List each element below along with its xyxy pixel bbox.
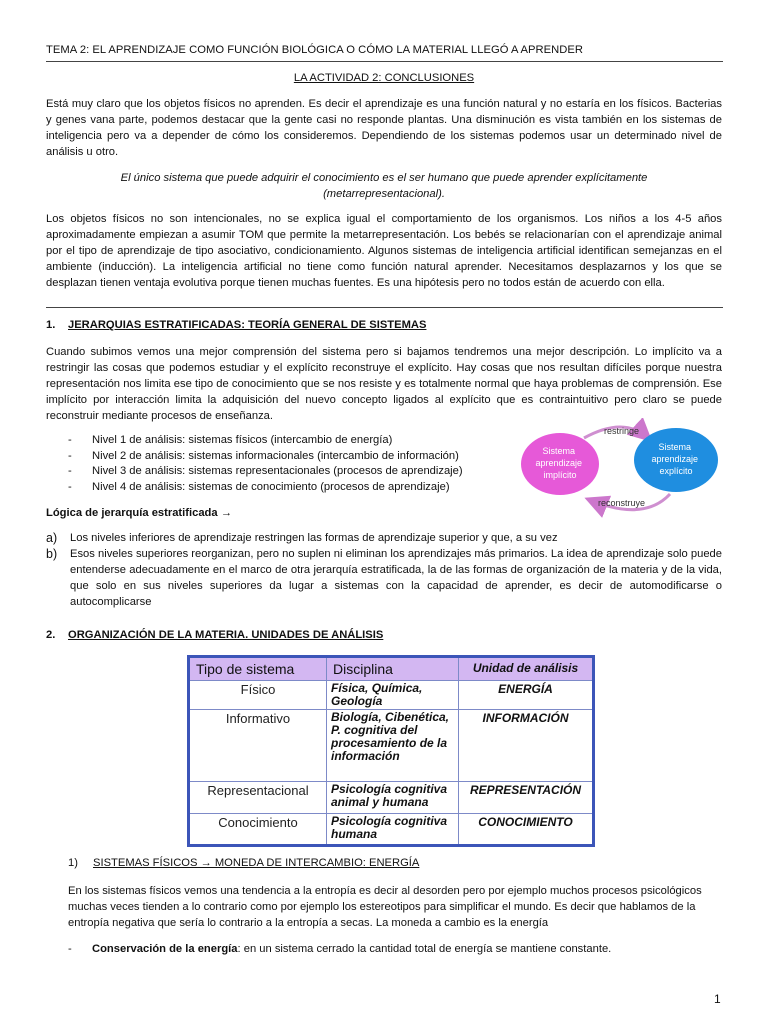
explicit-system-label: Sistema aprendizaje explícito (651, 442, 699, 476)
list-item: - Nivel 3 de análisis: sistemas representacionales (procesos de aprendizaje) (68, 465, 463, 478)
table-row: Informativo Biología, Cibenética, P. cognitiva del procesamiento de la información INFORMACIÓN (189, 710, 594, 782)
subsection-1-paragraph: En los sistemas físicos vemos una tendencia a la entropía es decir al desorden pero por ejemplo muchos procesos psicológicos muchas veces tienden a lo contrario como por ejemplo los estereotipos para simplificar el mundo. Es decir que hablamos de la entropía negativa que sería lo contrario a la entropía a secas. La moneda a cambio es la energía (68, 885, 702, 929)
table-row: Representacional Psicología cognitiva animal y humana REPRESENTACIÓN (189, 782, 594, 814)
section-1-paragraph: Cuando subimos vemos una mejor comprensión del sistema pero si bajamos tendremos una mejor descripción. Lo implícito va a restringir las cosas que podemos estudiar y el explícito reconstruye el explícito. Hay cosas que nos resultan difíciles porque nuestra representación nos limita ese tipo de conocimiento que se nos resiste y es totalmente normal que haya problemas de comprensión. Ese implícito por interacción limita la adquisición del nuevo concepto ligados al explícito que es contraintuitivo pero claro se puede reconstruir mediante procesos de enseñanza. (46, 346, 722, 422)
list-item: a) Los niveles inferiores de aprendizaje restringen las formas de aprendizaje superior y que, a su vez (46, 531, 558, 545)
reconstruye-label: reconstruye (598, 498, 646, 508)
list-item: - Nivel 2 de análisis: sistemas informacionales (intercambio de información) (68, 449, 459, 462)
table-header-cell: Disciplina (327, 657, 459, 681)
section-1-title: JERARQUIAS ESTRATIFICADAS: TEORÍA GENERAL DE SISTEMAS (68, 319, 427, 331)
header-rule (46, 61, 723, 62)
table-row: Conocimiento Psicología cognitiva humana CONOCIMIENTO (189, 814, 594, 846)
subsection-1-title: SISTEMAS FÍSICOS → MONEDA DE INTERCAMBIO: ENERGÍA (93, 857, 420, 869)
page-number: 1 (714, 992, 721, 1006)
logic-list (46, 530, 722, 610)
activity-paragraph-2: Los objetos físicos no son intencionales, no se explica igual el comportamiento de los organismos. Los niños a los 4-5 años aproximadamente empiezan a asumir TOM que permite la metarrepresentación. Los bebés se relacionarían con el aprendizaje animal por el tipo de aprendizaje de tipo asociativo, condicionamiento. Algunos sistemas de inteligencia artificial identifican semejanzas en el ambiente (inducción). La inteligencia artificial no tiene como función natural aprender. Necesitamos desplazarnos y los que se desplazan tienen ventaja evolutiva porque tienen muchas fuentes. Es una hipótesis pero no todos están de acuerdo con ella. (46, 213, 722, 289)
table-header-cell: Tipo de sistema (189, 657, 327, 681)
activity-quote: El único sistema que puede adquirir el conocimiento es el ser humano que puede aprender explícitamente (metarrepresentacional). (120, 172, 648, 200)
page-header: TEMA 2: EL APRENDIZAJE COMO FUNCIÓN BIOLÓGICA O CÓMO LA MATERIAL LLEGÓ A APRENDER (46, 44, 584, 56)
section-2-heading (46, 629, 383, 641)
list-item: - Nivel 1 de análisis: sistemas físicos (intercambio de energía) (68, 434, 393, 446)
section-1-heading (46, 319, 426, 331)
implicit-system-label: Sistema aprendizaje implícito (535, 446, 583, 480)
subsection-1-heading (68, 857, 419, 869)
activity-title: LA ACTIVIDAD 2: CONCLUSIONES (293, 72, 475, 84)
list-item: - Nivel 4 de análisis: sistemas de conocimiento (procesos de aprendizaje) (68, 480, 450, 493)
energy-conservation-item: - Conservación de la energía: en un sistema cerrado la cantidad total de energía se mantiene constante. (68, 943, 612, 955)
table-header-row (189, 657, 594, 681)
energy-conservation-label: Conservación de la energía (92, 943, 238, 955)
energy-conservation-text: : en un sistema cerrado la cantidad total de energía se mantiene constante. (237, 943, 612, 955)
logic-title: Lógica de jerarquía estratificada → (46, 507, 232, 519)
levels-list (46, 433, 463, 495)
restringe-label: restringe (604, 426, 640, 436)
section-1-number: 1. (46, 319, 56, 331)
section-rule (46, 307, 723, 308)
activity-paragraph-1: Está muy claro que los objetos físicos no aprenden. Es decir el aprendizaje es una función natural y no estaría en los físicos. Bacterias y genes vana parte, podemos destacar que la gente casi no responde plantas. Una disminución es vista también en los sistemas de inteligencia pero va a depender de cómo los consideremos. Dependiendo de los sistemas podemos usar un determinado nivel de análisis u otro. (46, 98, 722, 158)
table-header-cell: Unidad de análisis (459, 657, 594, 681)
subsection-1-number: 1) (68, 857, 78, 869)
section-2-number: 2. (46, 629, 56, 641)
section-2-title: ORGANIZACIÓN DE LA MATERIA. UNIDADES DE ANÁLISIS (68, 629, 384, 641)
units-of-analysis-table (187, 655, 595, 847)
list-item: b) Esos niveles superiores reorganizan, pero no suplen ni eliminan los aprendizajes más primarios. La idea de aprendizaje solo puede entenderse adecuadamente en el marco de otra jerarquía estratificada, la de las formas de organización de la materia y de la vida, que solo en sus niveles superiores da lugar a sistemas con la capacidad de aprender, es decir de automodificarse o autocomplicarse (46, 547, 722, 608)
table-row: Físico Física, Química, Geología ENERGÍA (189, 681, 594, 710)
